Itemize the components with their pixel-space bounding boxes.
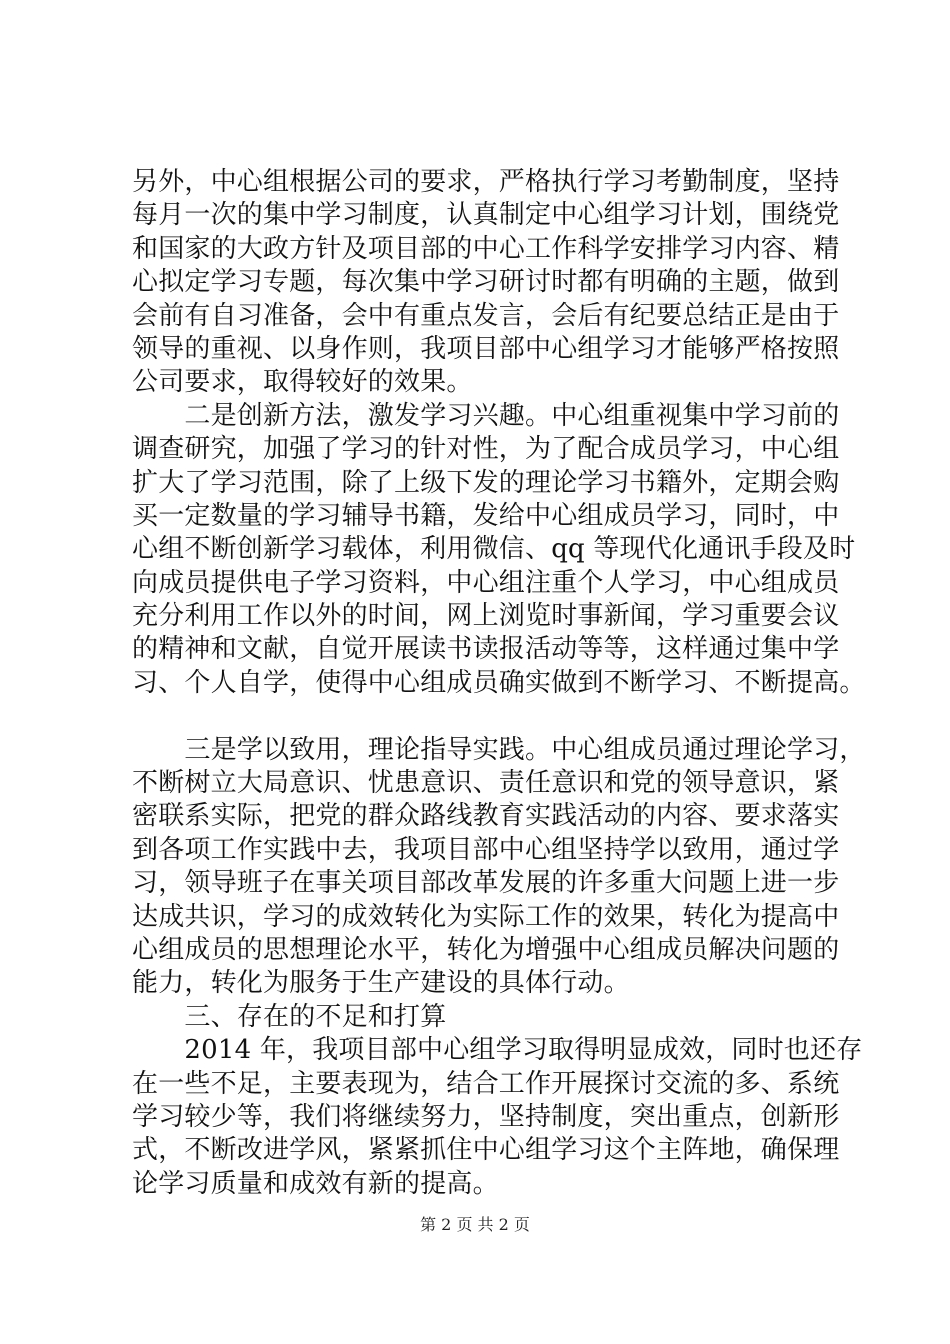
text-line: 向成员提供电子学习资料，中心组注重个人学习，中心组成员 xyxy=(132,567,840,598)
text-line: 公司要求，取得较好的效果。 xyxy=(132,367,473,398)
document-body xyxy=(132,166,866,1201)
text-line: 到各项工作实践中去，我项目部中心组坚持学以致用，通过学 xyxy=(132,834,840,865)
text-line: 式，不断改进学风，紧紧抓住中心组学习这个主阵地，确保理 xyxy=(132,1135,840,1166)
text-line: 心拟定学习专题，每次集中学习研讨时都有明确的主题，做到 xyxy=(132,267,840,298)
text-line: 心组不断创新学习载体，利用微信、qq 等现代化通讯手段及时 xyxy=(132,534,856,565)
text-line: 达成共识，学习的成效转化为实际工作的效果，转化为提高中 xyxy=(132,901,840,932)
text-line: 调查研究，加强了学习的针对性，为了配合成员学习，中心组 xyxy=(132,434,840,465)
text-line: 习，领导班子在事关项目部改革发展的许多重大问题上进一步 xyxy=(132,868,840,899)
text-line: 在一些不足，主要表现为，结合工作开展探讨交流的多、系统 xyxy=(132,1068,840,1099)
text-line: 2014 年，我项目部中心组学习取得明显成效，同时也还存 xyxy=(132,1035,863,1066)
text-line: 学习较少等，我们将继续努力，坚持制度，突出重点，创新形 xyxy=(132,1101,840,1132)
section-heading: 三、存在的不足和打算 xyxy=(132,1001,447,1032)
text-line: 心组成员的思想理论水平，转化为增强中心组成员解决问题的 xyxy=(132,934,840,965)
page-number: 第 2 页 共 2 页 xyxy=(420,1215,530,1234)
text-line: 和国家的大政方针及项目部的中心工作科学安排学习内容、精 xyxy=(132,233,840,264)
text-line: 会前有自习准备，会中有重点发言，会后有纪要总结正是由于 xyxy=(132,300,840,331)
text-line: 习、个人自学，使得中心组成员确实做到不断学习、不断提高。 xyxy=(132,667,866,698)
text-line: 充分利用工作以外的时间，网上浏览时事新闻，学习重要会议 xyxy=(132,601,840,632)
paragraph-gap xyxy=(132,700,832,733)
text-line: 另外，中心组根据公司的要求，严格执行学习考勤制度，坚持 xyxy=(132,167,840,197)
text-line: 不断树立大局意识、忧患意识、责任意识和党的领导意识，紧 xyxy=(132,768,840,799)
text-line: 领导的重视、以身作则，我项目部中心组学习才能够严格按照 xyxy=(132,333,840,364)
text-line: 能力，转化为服务于生产建设的具体行动。 xyxy=(132,968,630,999)
text-line: 三是学以致用，理论指导实践。中心组成员通过理论学习， xyxy=(132,734,866,765)
text-line: 每月一次的集中学习制度，认真制定中心组学习计划，围绕党 xyxy=(132,200,840,231)
text-line: 扩大了学习范围，除了上级下发的理论学习书籍外，定期会购 xyxy=(132,467,840,498)
text-line: 二是创新方法，激发学习兴趣。中心组重视集中学习前的 xyxy=(132,400,840,431)
page-footer xyxy=(0,1213,950,1237)
text-line: 密联系实际，把党的群众路线教育实践活动的内容、要求落实 xyxy=(132,801,840,832)
text-line: 的精神和文献，自觉开展读书读报活动等等，这样通过集中学 xyxy=(132,634,840,665)
text-line: 买一定数量的学习辅导书籍，发给中心组成员学习，同时，中 xyxy=(132,500,840,531)
text-line: 论学习质量和成效有新的提高。 xyxy=(132,1168,499,1199)
